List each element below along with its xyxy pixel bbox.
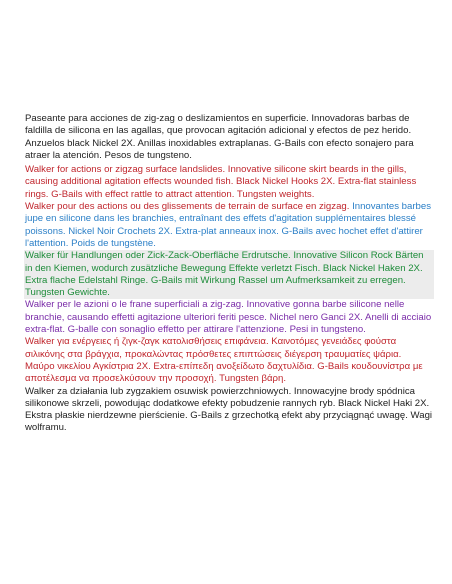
paragraph-german: Walker für Handlungen oder Zick-Zack-Oberfläche Erdrutsche. Innovative Silicon Rock Bärten in den Kiemen, wodurch zusätzliche Bewegung Effekte verletzt Fisch. Black Nickel Haken 2X. Extra flache Edelstahl Ringe. G-Bails mit Wirkung Rassel um Aufmerksamkeit zu erregen. Tungsten Gewichte.: [24, 250, 434, 299]
product-description: [24, 113, 434, 435]
paragraph-greek: Walker για ενέργειες ή ζιγκ-ζαγκ κατολισθήσεις επιφάνεια. Καινοτόμες γενειάδες φούστα σιλικόνης στα βράγχια, προκαλώντας πρόσθετες επιπτώσεις διέγερση τραυματίες ψάρια. Μαύρο νικελίου Αγκίστρια 2X. Extra-επίπεδη ανοξείδωτο δαχτυλίδια. G-Bails κουδουνίστρα με αποτέλεσμα να προσελκύσουν την προσοχή. Tungsten βάρη.: [25, 336, 423, 385]
paragraph-polish: Walker za działania lub zygzakiem osuwisk powierzchniowych. Innowacyjne brody spódnica silikonowe skrzeli, powodując dodatkowe efekty pobudzenie rannych ryb. Black Nickel Haki 2X. Ekstra płaskie nierdzewne pierścienie. G-Bails z grzechotką efekt aby przyciągnąć uwagę. Wagi wolframu.: [25, 385, 433, 434]
paragraph-french-main: Walker pour des actions ou des glissements de terrain de surface en zigzag.: [25, 201, 350, 213]
paragraph-french-alt: Innovantes barbes jupe en silicone dans les branchies, entraînant des effets d'agitation supplémentaires blessé poissons. Nickel Noir Crochets 2X. Extra-plat anneaux inox. G-Bails avec hochet effet d'attirer l'attention. Poids de tungstène.: [25, 201, 432, 249]
paragraph-italian: Walker per le azioni o le frane superficiali a zig-zag. Innovative gonna barbe silicone nelle branchie, causando effetti agitazione ulteriori feriti pesce. Nichel nero Ganci 2X. Anelli di acciaio extra-flat. G-balle con sonaglio effetto per attirare l'attenzione. Pesi in tungsteno.: [25, 299, 432, 336]
paragraph-english: Walker for actions or zigzag surface landslides. Innovative silicone skirt beards in the gills, causing additional agitation effects wounded fish. Black Nickel Hooks 2X. Extra-flat stainless rings. G-Bails with effect rattle to attract attention. Tungsten weights.: [25, 164, 417, 200]
paragraph-french: [24, 201, 434, 250]
paragraph-spanish: Paseante para acciones de zig-zag o deslizamientos en superficie. Innovadoras barbas de faldilla de silicona en las agallas, que provocan agitación adicional y efectos de pez herido. Anzuelos black Nickel 2X. Anillas inoxidables extraplanas. G-Bails con efecto sonajero para atraer la atención. Pesos de tungsteno.: [25, 113, 414, 161]
